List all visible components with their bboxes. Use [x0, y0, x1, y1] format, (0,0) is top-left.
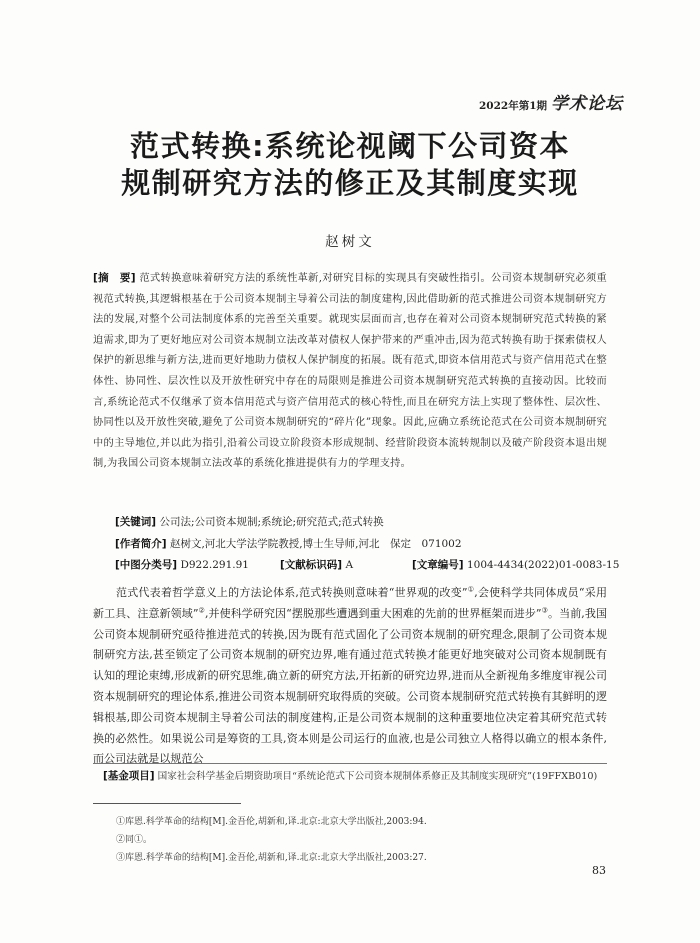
footnotes [116, 813, 427, 868]
body-text-d: 。当前,我国公司资本规制研究亟待推进范式的转换,因为既有范式固化了公司资本规制的研究理念,限制了公司资本规制研究方法,甚至锁定了公司资本规制的研究边界,唯有通过范式转换才能更好地突破对公司资本规制既有认知的理论束缚,形成新的研究思维,确立新的研究方法,开拓新的研究边界,进而从全新视角多维度审视公司资本规制研究的理论体系,推进公司资本规制研究取得质的突破。公司资本规制研究范式转换有其鲜明的逻辑根基,即公司资本规制主导着公司法的制度建构,正是公司资本规制的这种重要地位决定着其研究范式转换的必然性。如果说公司是筹资的工具,资本则是公司运行的血液,也是公司独立人格得以确立的根本条件,而公司法就是以规范公 [93, 606, 608, 766]
page-number: 83 [592, 864, 606, 877]
doc-code-label: [文献标识码] [280, 559, 343, 571]
footnote-ref-1[interactable]: ① [467, 585, 475, 594]
body-text [93, 583, 607, 770]
article-title [0, 128, 700, 202]
abstract-text: 范式转换意味着研究方法的系统性革新,对研究目标的实现具有突破性指引。公司资本规制研究必须重视范式转换,其逻辑根基在于公司资本规制主导着公司法的制度建构,因此借助新的范式推进公司资本规制研究方法的发展,对整个公司法制度体系的完善至关重要。就现实层面而言,也存在着对公司资本规制研究范式转换的紧迫需求,即为了更好地应对公司资本规制立法改革对债权人保护带来的严重冲击,因为范式转换有助于探索债权人保护的新思维与新方法,进而更好地助力债权人保护制度的拓展。既有范式,即资本信用范式与资产信用范式在整体性、协同性、层次性以及开放性研究中存在的局限则是推进公司资本规制研究范式转换的直接动因。比较而言,系统论范式不仅继承了资本信用范式与资产信用范式的核心特性,而且在研究方法上实现了整体性、层次性、协同性以及开放性突破,避免了公司资本规制研究的“碎片化”现象。因此,应确立系统论范式在公司资本规制研究中的主导地位,并以此为指引,沿着公司设立阶段资本形成规制、经营阶段资本流转规制以及破产阶段资本退出规制,为我国公司资本规制立法改革的系统化推进提供有力的学理支持。 [93, 273, 608, 470]
body-text-c: ,并使科学研究因“摆脱那些遭遇到重大困难的先前的世界框架而进步” [204, 606, 542, 620]
journal-name: 学术论坛 [551, 94, 623, 114]
author-intro [115, 536, 610, 551]
footnote-1: ①库恩.科学革命的结构[M].金吾伦,胡新和,译.北京:北京大学出版社,2003:94. [116, 817, 427, 827]
clc-label: [中图分类号] [115, 559, 178, 571]
footnote-2: ②同①。 [116, 835, 153, 846]
issue-label: 2022年第1期 [478, 100, 547, 112]
keywords-label: [关键词] [115, 516, 157, 528]
author-intro-text: 赵树文,河北大学法学院教授,博士生导师,河北 保定 071002 [169, 538, 462, 550]
body-text-b: ,会使科学共同体成员“采用新工具、注意新领域” [93, 586, 607, 620]
author-intro-label: [作者简介] [115, 538, 167, 550]
author-name: 赵树文 [325, 234, 375, 250]
running-header [479, 89, 623, 114]
body-text-a: 范式代表着哲学意义上的方法论体系,范式转换则意味着“世界观的改变” [116, 586, 468, 599]
abstract-label: [摘 要] [93, 272, 136, 284]
article-number-value: 1004-4434(2022)01-0083-15 [466, 559, 620, 571]
footnote-ref-2[interactable]: ② [198, 606, 205, 615]
clc-value: D922.291.91 [180, 559, 249, 571]
fund-note [93, 763, 607, 786]
footnote-divider [93, 803, 241, 804]
keywords-text: 公司法;公司资本规制;系统论;研究范式;范式转换 [159, 516, 384, 528]
footnote-ref-3[interactable]: ③ [541, 606, 549, 615]
doc-code-value: A [345, 559, 354, 571]
title-line-1: 范式转换:系统论视阈下公司资本 [129, 129, 571, 163]
fund-label: [基金项目] [103, 770, 155, 782]
abstract [93, 268, 607, 475]
fund-text: 国家社会科学基金后期资助项目“系统论范式下公司资本规制体系修正及其制度实现研究”(19FFXB010) [157, 771, 598, 782]
footnote-3: ③库恩.科学革命的结构[M].金吾伦,胡新和,译.北京:北京大学出版社,2003:27. [116, 853, 427, 864]
keywords [115, 514, 610, 529]
body-paragraph [93, 583, 607, 770]
title-line-2: 规制研究方法的修正及其制度实现 [121, 166, 579, 200]
article-number-label: [文章编号] [412, 559, 464, 571]
